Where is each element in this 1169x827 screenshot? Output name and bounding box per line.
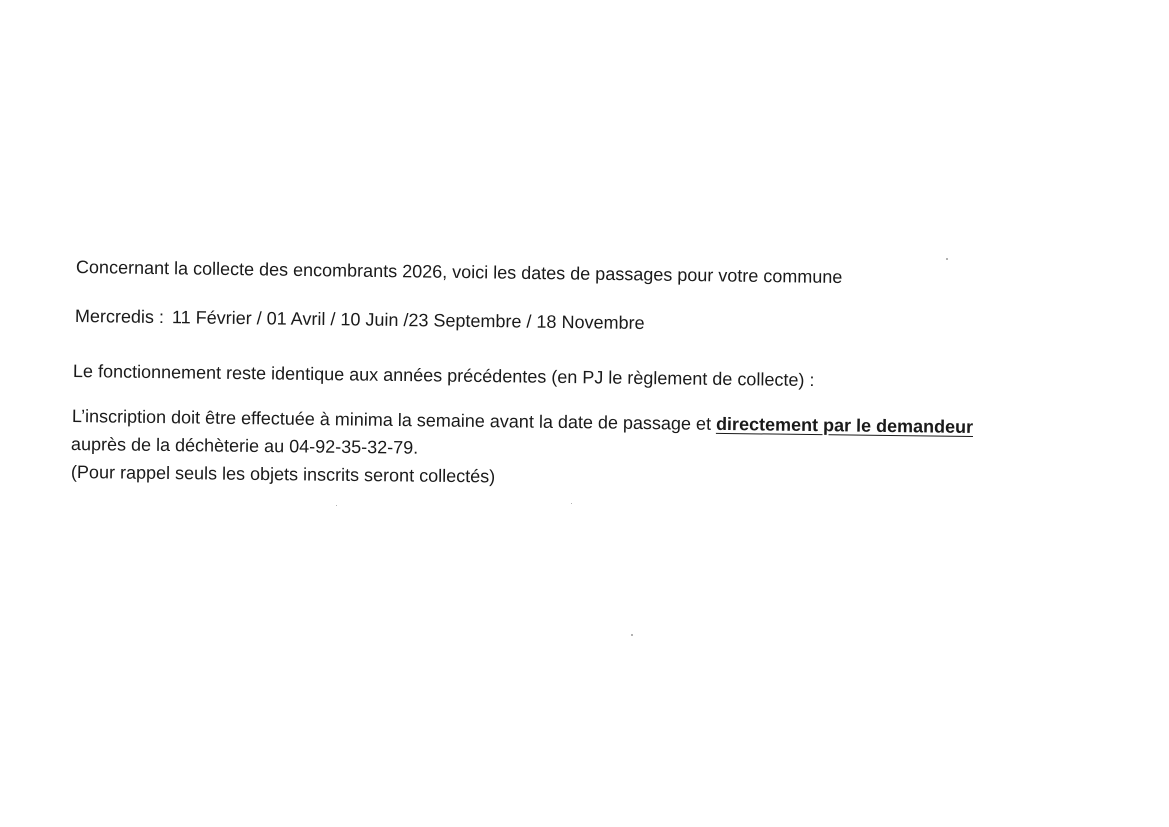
collection-dates-line [75, 305, 645, 334]
inscription-line-1 [72, 405, 973, 438]
inscription-emphasis: directement par le demandeur [715, 413, 974, 438]
reminder-note: (Pour rappel seuls les objets inscrits seront collectés) [70, 462, 496, 487]
intro-paragraph: Concernant la collecte des encombrants 2026, voici les dates de passages pour votre commune [75, 257, 843, 288]
inscription-text: L’inscription doit être effectuée à minima la semaine avant la date de passage et [71, 406, 717, 434]
functioning-paragraph: Le fonctionnement reste identique aux années précédentes (en PJ le règlement de collecte) : [72, 361, 815, 391]
scan-speck [571, 503, 572, 504]
scan-speck [631, 634, 633, 636]
inscription-line-2: auprès de la déchèterie au 04-92-35-32-79. [70, 434, 419, 458]
scan-speck [336, 505, 337, 506]
dates-label: Mercredis : [74, 306, 165, 328]
collection-dates: 11 Février / 01 Avril / 10 Juin /23 Septembre / 18 Novembre [171, 307, 645, 333]
scan-speck [946, 258, 948, 260]
